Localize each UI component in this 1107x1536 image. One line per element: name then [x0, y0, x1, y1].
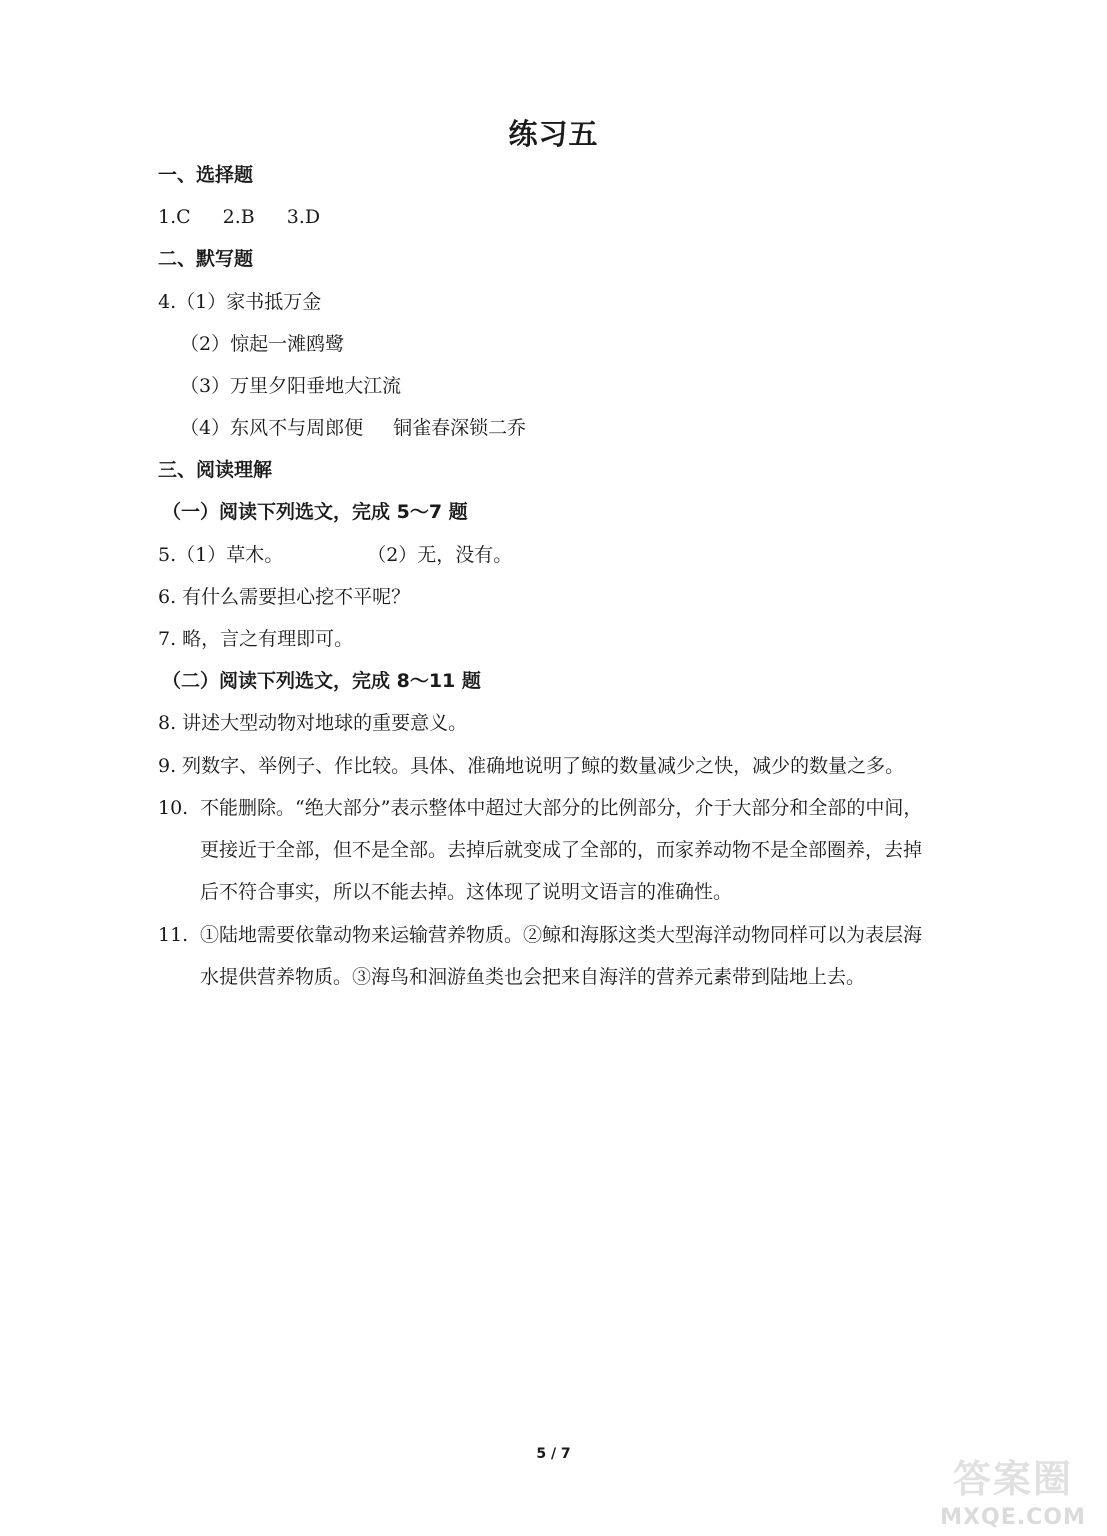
answer-q4-2: （2）惊起一滩鸥鹭 [180, 333, 345, 355]
answer-q4-4 [180, 416, 526, 440]
answer-q6: 6. 有什么需要担心挖不平呢？ [158, 586, 411, 608]
answer-q4-3: （3）万里夕阳垂地大江流 [180, 375, 402, 397]
answer-q4-1: 4.（1）家书抵万金 [158, 291, 322, 313]
answer-q11-number: 11. [158, 924, 189, 946]
subheading-reading-2: （二）阅读下列选文，完成 8～11 题 [162, 670, 481, 692]
section-heading-dictation: 二、默写题 [158, 248, 254, 270]
answer-q5-part1: 5.（1）草木。 [158, 544, 284, 566]
answer-q5-part2: （2）无，没有。 [367, 544, 513, 566]
answer-q8: 8. 讲述大型动物对地球的重要意义。 [158, 712, 468, 734]
answer-q9: 9. 列数字、举例子、作比较。具体、准确地说明了鲸的数量减少之快，减少的数量之多。 [158, 755, 905, 777]
page-number: 5 / 7 [536, 1446, 571, 1462]
answer-q10-line3: 后不符合事实，所以不能去掉。这体现了说明文语言的准确性。 [200, 881, 733, 903]
answer-q10-line1: 不能删除。“绝大部分”表示整体中超过大部分的比例部分，介于大部分和全部的中间， [200, 797, 923, 819]
watermark [928, 1458, 1098, 1530]
answer-2: 2.B [222, 206, 255, 228]
answer-q10-number: 10. [158, 797, 189, 819]
answer-1: 1.C [158, 206, 191, 228]
choice-answers [158, 205, 320, 229]
answer-q5 [158, 543, 512, 567]
answer-q11-line1: ①陆地需要依靠动物来运输营养物质。②鲸和海豚这类大型海洋动物同样可以为表层海 [200, 924, 923, 946]
subheading-reading-1: （一）阅读下列选文，完成 5～7 题 [162, 501, 468, 523]
section-heading-choice: 一、选择题 [158, 164, 254, 186]
answer-q4-4-second: 铜雀春深锁二乔 [393, 417, 527, 439]
answer-q11-line2: 水提供营养物质。③海鸟和洄游鱼类也会把来自海洋的营养元素带到陆地上去。 [200, 966, 866, 988]
section-heading-reading: 三、阅读理解 [158, 459, 273, 481]
page-title: 练习五 [508, 117, 599, 151]
answer-q10-line2: 更接近于全部，但不是全部。去掉后就变成了全部的，而家养动物不是全部圈养，去掉 [200, 839, 923, 861]
answer-3: 3.D [286, 206, 321, 228]
answer-q4-4-first: （4）东风不与周郎便 [180, 417, 364, 439]
answer-q7: 7. 略，言之有理即可。 [158, 628, 354, 650]
watermark-logo: 答案圈 [952, 1457, 1073, 1501]
watermark-site: MXQE.COM [940, 1505, 1086, 1530]
